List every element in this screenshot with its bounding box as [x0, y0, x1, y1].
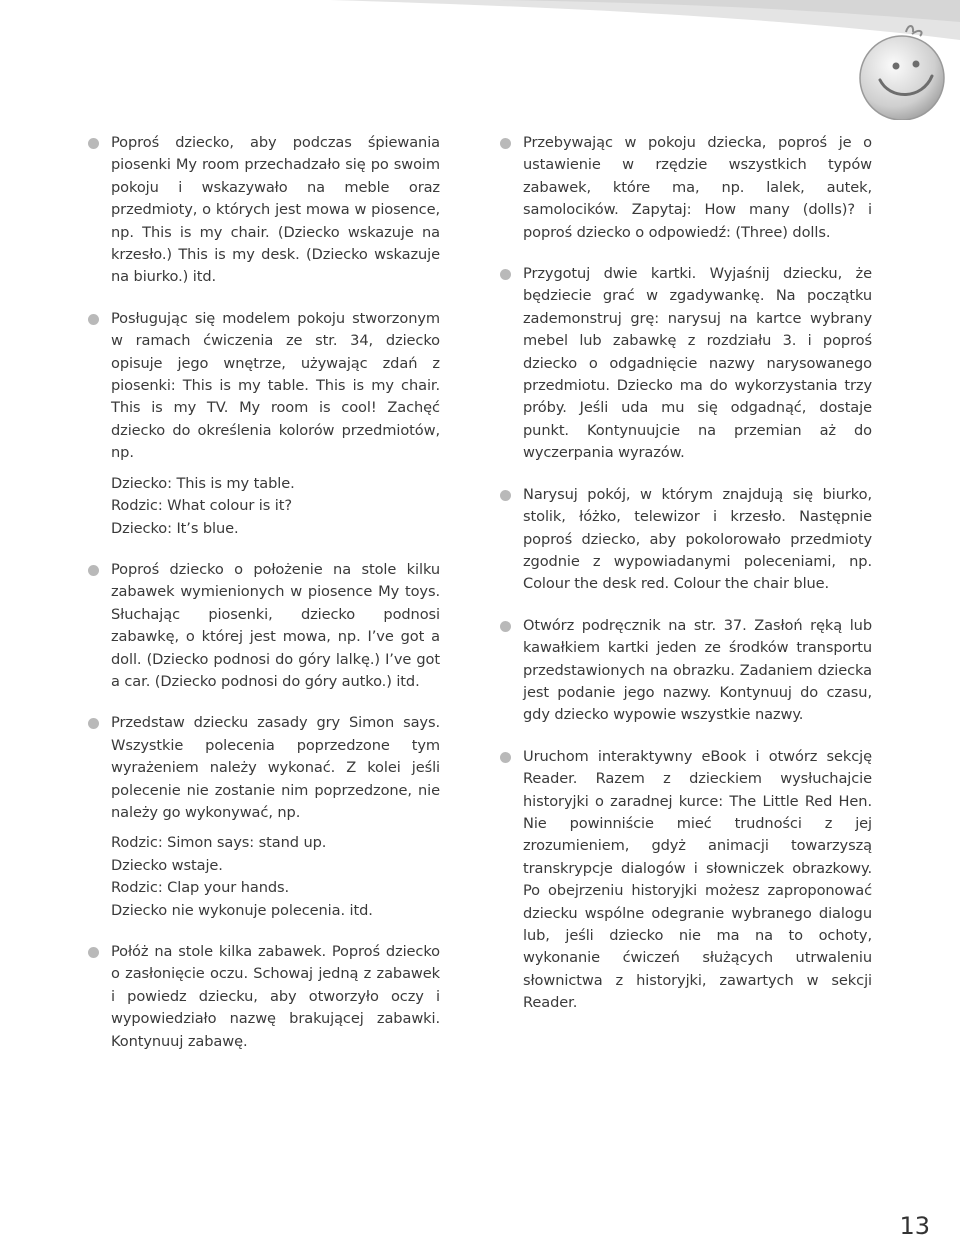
header-swoosh-decoration	[0, 0, 960, 130]
dialog-line: Rodzic: Clap your hands.	[111, 879, 290, 897]
bullet-icon	[88, 138, 99, 149]
instruction-text: Przedstaw dziecku zasady gry Simon says. Wszystkie polecenia poprzedzone tym wyrażeniem należy wykonać. Z kolei jeśli polecenie nie zostanie nim poprzedzone, nie należy go wykonywać, np.	[111, 714, 440, 821]
bullet-icon	[88, 314, 99, 325]
left-column	[88, 132, 440, 1072]
instruction-text: Uruchom interaktywny eBook i otwórz sekcję Reader. Razem z dzieckiem wysłuchajcie historyjki o zaradnej kurce: The Little Red Hen. Nie powinniście mieć trudności z jej zrozumieniem, gdyż animacji towarzyszą transkrypcje dialogów i słowniczek obrazkowy. Po obejrzeniu historyjki możesz zaproponować dziecku wspólne odegranie wybranego dialogu lub, jeśli dziecko nie ma na to ochoty, wykonanie ćwiczeń służących utrwaleniu słownictwa z historyjki, zawartych w sekcji Reader.	[523, 747, 872, 1012]
instruction-text: Otwórz podręcznik na str. 37. Zasłoń ręką lub kawałkiem kartki jeden ze środków transportu przedstawionych na obrazku. Zadaniem dziecka jest podanie jego nazwy. Kontynuuj do czasu, gdy dziecko wypowie wszystkie nazwy.	[523, 616, 872, 724]
bullet-icon	[500, 621, 511, 632]
instruction-text: Poproś dziecko o położenie na stole kilku zabawek wymienionych w piosence My toys. Słuchając piosenki, dziecko podnosi zabawkę, o której jest mowa, np. I’ve got a doll. (Dziecko podnosi do góry lalkę.) I’ve got a car. (Dziecko podnosi do góry autko.) itd.	[111, 560, 440, 690]
dialog-line: Dziecko: It’s blue.	[111, 519, 239, 537]
instruction-item	[88, 308, 440, 540]
smiley-mascot-icon	[850, 24, 956, 120]
bullet-icon	[88, 565, 99, 576]
page-number: 13	[899, 1212, 930, 1240]
dialog-line: Rodzic: What colour is it?	[111, 497, 292, 515]
instruction-item	[88, 559, 440, 693]
instruction-text: Przygotuj dwie kartki. Wyjaśnij dziecku, że będziecie grać w zgadywankę. Na początku zademonstruj grę: narysuj na kartce wybrany mebel lub zabawkę z rozdziału 3. i poproś dziecko o odgadnięcie nazwy narysowanego przedmiotu. Dziecko ma do wykorzystania trzy próby. Jeśli uda mu się odgadnąć, dostaje punkt. Kontynuujcie na przemian aż do wyczerpania wyrazów.	[523, 265, 872, 462]
instruction-text: Połóż na stole kilka zabawek. Poproś dziecko o zasłonięcie oczu. Schowaj jedną z zabawek i powiedz dziecku, aby otworzyło oczy i wypowiedziało nazwę brakującej zabawki. Kontynuuj zabawę.	[111, 943, 440, 1050]
instruction-item	[500, 263, 872, 465]
bullet-icon	[500, 752, 511, 763]
instruction-item	[500, 484, 872, 596]
instruction-item	[88, 941, 440, 1053]
bullet-icon	[500, 269, 511, 280]
instruction-item	[500, 746, 872, 1015]
dialog-line: Dziecko wstaje.	[111, 856, 223, 874]
instruction-item	[88, 712, 440, 922]
bullet-icon	[500, 490, 511, 501]
dialog-line: Dziecko nie wykonuje polecenia. itd.	[111, 901, 373, 919]
dialog-line: Rodzic: Simon says: stand up.	[111, 834, 327, 852]
dialog-example	[111, 832, 440, 922]
right-column	[500, 132, 872, 1034]
bullet-icon	[500, 138, 511, 149]
instruction-item	[500, 615, 872, 727]
dialog-line: Dziecko: This is my table.	[111, 474, 295, 492]
instruction-text: Narysuj pokój, w którym znajdują się biurko, stolik, łóżko, telewizor i krzesło. Następnie poproś dziecko, aby pokolorowało przedmioty zgodnie z wypowiadanymi poleceniami, np. Colour the desk red. Colour the chair blue.	[523, 485, 872, 593]
bullet-icon	[88, 947, 99, 958]
instruction-item	[88, 132, 440, 289]
bullet-icon	[88, 718, 99, 729]
instruction-text: Posługując się modelem pokoju stworzonym w ramach ćwiczenia ze str. 34, dziecko opisuje jego wnętrze, używając zdań z piosenki: This is my table. This is my chair. This is my TV. My room is cool! Zachęć dziecko do określenia kolorów przedmiotów, np.	[111, 309, 440, 462]
instruction-item	[500, 132, 872, 244]
dialog-example	[111, 473, 440, 540]
instruction-text: Przebywając w pokoju dziecka, poproś je o ustawienie w rzędzie wszystkich typów zabawek, które ma, np. lalek, autek, samolocików. Zapytaj: How many (dolls)? i poproś dziecko o odpowiedź: (Three) dolls.	[523, 134, 872, 241]
instruction-text: Poproś dziecko, aby podczas śpiewania piosenki My room przechadzało się po swoim pokoju i wskazywało na meble oraz przedmioty, o których jest mowa w piosence, np. This is my chair. (Dziecko wskazuje na krzesło.) This is my desk. (Dziecko wskazuje na biurko.) itd.	[111, 134, 440, 286]
